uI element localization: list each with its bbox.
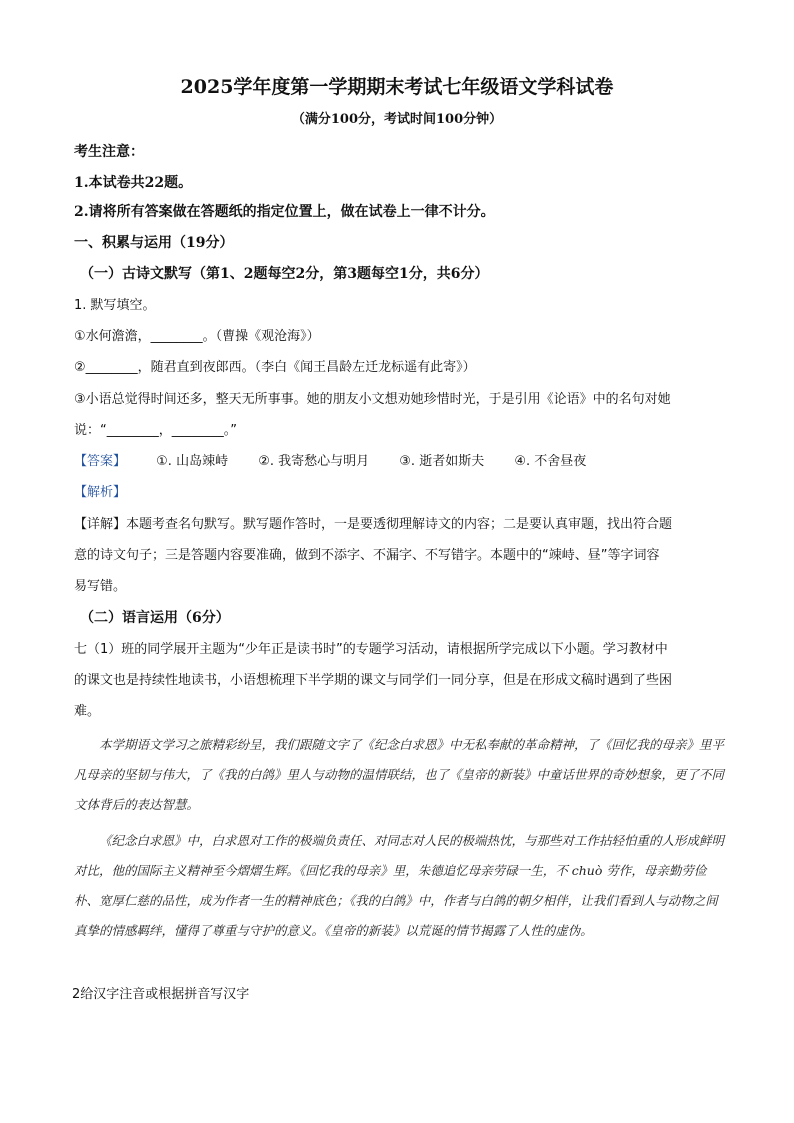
reading-passage [74,730,724,946]
answer-item: ③. 逝者如斯夫 [399,454,485,469]
notice-item-1: 1.本试卷共22题。 [74,175,193,191]
q1-item-a: ①水何澹澹，________。（曹操《观沧海》） [74,329,320,344]
q1-item-c-line2: 说：“________，________。” [74,423,237,438]
answer-row [74,452,586,472]
answer-tag: 【答案】 [74,454,127,469]
q1-stem: 1. 默写填空。 [74,298,156,313]
passage-paragraph-1: 本学期语文学习之旅精彩纷呈，我们跟随文字了《纪念白求恩》中无私奉献的革命精神，了《回忆我的母亲》里平凡母亲的坚韧与伟大，了《我的白鸽》里人与动物的温情联结，也了《皇帝的新装》中童话世界的奇妙想象，更了不同文体背后的表达智慧。 [74,737,725,812]
q1-item-b: ②________，随君直到夜郎西。（李白《闻王昌龄左迁龙标遥有此寄》） [74,360,476,375]
intro-line-2: 的课文也是持续性地读书，小语想梳理下半学期的课文与同学们一同分享，但是在形成文稿时遇到了些困 [74,673,673,688]
page-subtitle: （满分100分，考试时间100分钟） [291,112,503,127]
page-title: 2025学年度第一学期期末考试七年级语文学科试卷 [180,76,614,98]
analysis-tag: 【解析】 [74,485,127,500]
intro-line-3: 难。 [74,704,101,719]
q1-item-c-line1: ③小语总觉得时间还多，整天无所事事。她的朋友小文想劝她珍惜时光，于是引用《论语》中的名句对她 [74,392,671,407]
detail-line-3: 易写错。 [74,579,127,594]
notice-item-2: 2.请将所有答案做在答题纸的指定位置上，做在试卷上一律不计分。 [74,204,495,220]
answer-item: ④. 不舍昼夜 [514,454,587,469]
answer-item: ①. 山岛竦峙 [156,454,229,469]
detail-line-1: 【详解】本题考查名句默写。默写题作答时，一是要透彻理解诗文的内容；二是要认真审题，找出符合题 [74,517,673,532]
passage-paragraph-2: 《纪念白求恩》中，白求恩对工作的极端负责任、对同志对人民的极端热忱，与那些对工作拈轻怕重的人形成鲜明对比，他的国际主义精神至今熠熠生辉。《回忆我的母亲》里，朱德追忆母亲劳碌一生，不 chuò 劳作，母亲勤劳俭朴、宽厚仁慈的品性，成为作者一生的精神底色；《我的白鸽》中，作者与白鸽的朝夕相伴，让我们看到人与动物之间真挚的情感羁绊，懂得了尊重与守护的意义。《皇帝的新装》以荒诞的情节揭露了人性的虚伪。 [74,833,725,938]
notice-heading: 考生注意： [74,144,144,160]
intro-line-1: 七（1）班的同学展开主题为“少年正是读书时”的专题学习活动，请根据所学完成以下小题。学习教材中 [74,642,668,657]
section1-heading: 一、积累与运用（19分） [74,235,234,251]
q2-stem: 2给汉字注音或根据拼音写汉字 [72,987,250,1002]
part2-heading: （二）语言运用（6分） [80,610,230,626]
answer-item: ②. 我寄愁心与明月 [258,454,370,469]
detail-line-2: 意的诗文句子；三是答题内容要准确，做到不添字、不漏字、不写错字。本题中的“竦峙、昼”等字词容 [74,548,660,563]
part1-heading: （一）古诗文默写（第1、2题每空2分，第3题每空1分，共6分） [80,266,489,282]
